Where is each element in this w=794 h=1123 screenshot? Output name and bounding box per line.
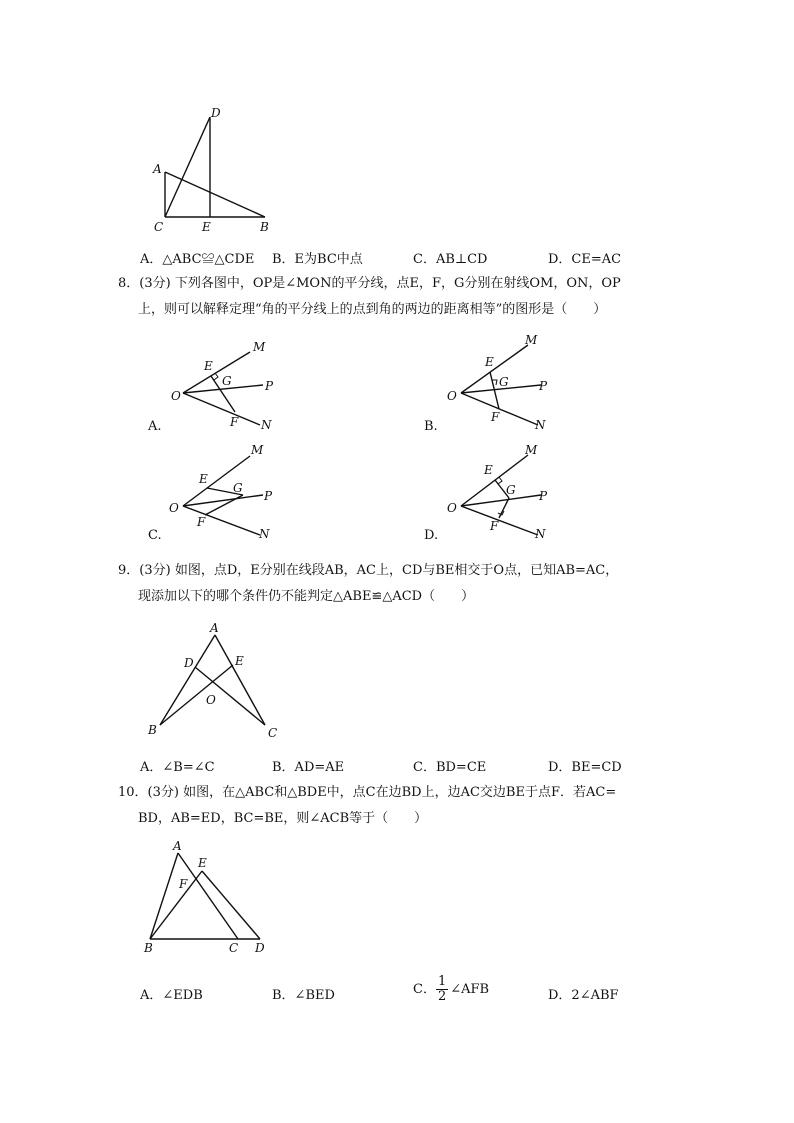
q8a-label-m: M — [253, 340, 266, 354]
q8a-label-g: G — [222, 374, 232, 388]
q8b-label-m: M — [525, 333, 538, 347]
q8-stem — [118, 271, 678, 323]
q8-figure-d — [443, 440, 563, 545]
q9-line2: 现添加以下的哪个条件仍不能判定△ABE≌△ACD（ ） — [138, 589, 475, 604]
label-a: A — [153, 162, 162, 176]
q7-option-b[interactable]: B．E为BC中点 — [272, 252, 363, 267]
q8c-label-p: P — [264, 489, 273, 503]
q9-label-b: B — [148, 723, 157, 737]
q8b-label-g: G — [499, 375, 509, 389]
segment-ab — [165, 172, 265, 217]
q8c-label-o: O — [169, 501, 179, 515]
q10-option-c[interactable] — [413, 975, 489, 1004]
q9-label-o: O — [206, 693, 216, 707]
q9-option-c[interactable]: C．BD=CE — [413, 760, 487, 775]
q10-option-c-letter: C． — [413, 982, 436, 997]
q8-figure-b — [443, 330, 563, 435]
q10-stem — [118, 780, 678, 832]
segment-cd — [165, 117, 210, 217]
q9-figure — [140, 615, 290, 745]
q7-option-c[interactable]: C．AB⊥CD — [413, 252, 488, 267]
q8-line1: 8．(3分) 下列各图中，OP是∠MON的平分线，点E，F，G分别在射线OM，ON，OP — [118, 276, 621, 291]
q9-stem — [118, 558, 678, 610]
q7-option-d[interactable]: D．CE=AC — [548, 252, 622, 267]
q9-label-a: A — [210, 621, 219, 635]
q8a-label-n: N — [261, 418, 272, 432]
q7-figure — [140, 100, 280, 240]
q8b-label-e: E — [485, 355, 494, 369]
q10-label-e: E — [198, 856, 207, 870]
label-b: B — [260, 220, 269, 234]
q8d-label-n: N — [535, 527, 546, 541]
q8d-label-o: O — [447, 501, 457, 515]
q10-option-c-text: ∠AFB — [450, 982, 490, 997]
q8d-label-p: P — [539, 489, 548, 503]
fraction-denominator: 2 — [437, 989, 447, 1004]
q7-option-a[interactable]: A．△ABC≌△CDE — [140, 252, 255, 267]
q8-figure-a — [165, 330, 285, 435]
q8a-label-o: O — [171, 389, 181, 403]
q8a-label-e: E — [204, 359, 213, 373]
q8b-label-o: O — [447, 389, 457, 403]
q8-option-c[interactable]: C. — [148, 528, 162, 543]
q9-label-d: D — [184, 656, 194, 670]
q10-label-d: D — [255, 941, 265, 955]
q8a-label-f: F — [230, 415, 239, 429]
q10-label-b: B — [144, 941, 153, 955]
q9-line1: 9．(3分) 如图，点D，E分别在线段AB，AC上，CD与BE相交于O点，已知AB=AC， — [118, 563, 619, 578]
q9-label-e: E — [235, 654, 244, 668]
q8a-label-p: P — [265, 379, 274, 393]
q10-label-f: F — [179, 877, 188, 891]
q8-option-a[interactable]: A. — [148, 419, 162, 434]
q8d-label-e: E — [484, 463, 493, 477]
label-e: E — [202, 220, 211, 234]
q10-option-b[interactable]: B．∠BED — [272, 988, 335, 1003]
q8-line2: 上，则可以解释定理“角的平分线上的点到角的两边的距离相等”的图形是（ ） — [138, 302, 607, 317]
q8-option-d[interactable]: D. — [424, 528, 439, 543]
q8b-label-f: F — [491, 410, 500, 424]
q8-figure-c — [165, 440, 285, 545]
q8d-label-g: G — [506, 483, 516, 497]
q8b-label-p: P — [539, 379, 548, 393]
q10-line2: BD，AB=ED，BC=BE，则∠ACB等于（ ） — [138, 811, 428, 826]
q8c-label-f: F — [197, 515, 206, 529]
q10-line1: 10．(3分) 如图，在△ABC和△BDE中，点C在边BD上，边AC交边BE于点F．若AC= — [118, 785, 617, 800]
q8b-label-n: N — [535, 418, 546, 432]
q10-figure — [140, 835, 280, 965]
q8d-label-f: F — [490, 519, 499, 533]
q8c-label-e: E — [199, 472, 208, 486]
q8-option-b[interactable]: B. — [424, 419, 438, 434]
q9-option-a[interactable]: A．∠B=∠C — [140, 760, 215, 775]
q10-label-c: C — [229, 941, 239, 955]
label-c: C — [154, 220, 164, 234]
q8c-label-n: N — [259, 527, 270, 541]
q9-option-b[interactable]: B．AD=AE — [272, 760, 345, 775]
q8c-label-m: M — [251, 443, 264, 457]
q10-option-d[interactable]: D．2∠ABF — [548, 988, 619, 1003]
q9-option-d[interactable]: D．BE=CD — [548, 760, 622, 775]
label-d: D — [211, 106, 221, 120]
q9-label-c: C — [268, 726, 278, 740]
fraction-numerator: 1 — [437, 974, 447, 989]
q10-option-a[interactable]: A．∠EDB — [140, 988, 203, 1003]
q10-option-c-fraction — [436, 975, 448, 1004]
q8c-label-g: G — [233, 481, 243, 495]
q8d-label-m: M — [525, 443, 538, 457]
q10-label-a: A — [173, 839, 182, 853]
